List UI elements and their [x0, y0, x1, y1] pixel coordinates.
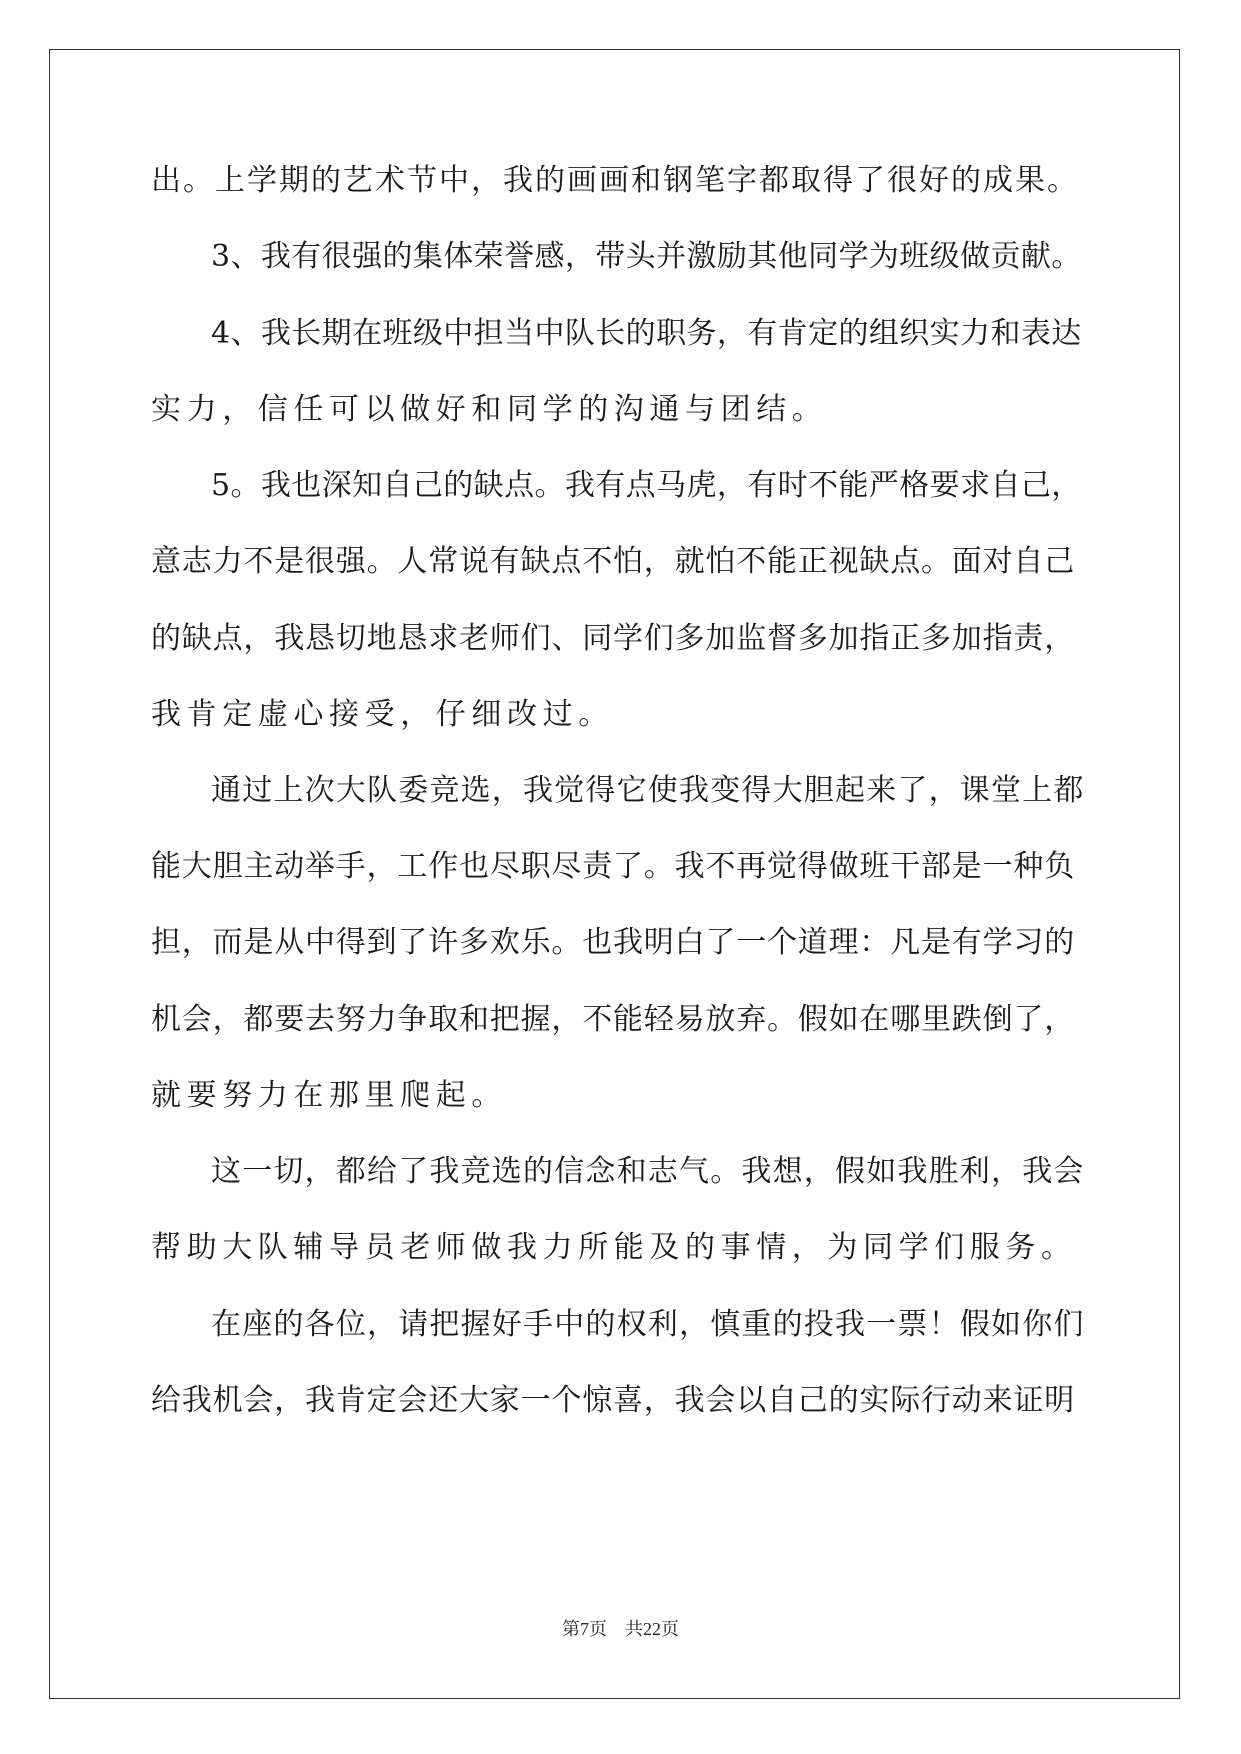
- total-pages-label: 共22页: [625, 1619, 679, 1639]
- text-line: 给我机会，我肯定会还大家一个惊喜，我会以自己的实际行动来证明: [151, 1383, 1075, 1418]
- text-line: 帮助大队辅导员老师做我力所能及的事情，为同学们服务。: [151, 1230, 1077, 1265]
- text-line: 5。我也深知自己的缺点。我有点马虎，有时不能严格要求自己，: [211, 468, 1082, 503]
- text-line: 能大胆主动举手，工作也尽职尽责了。我不再觉得做班干部是一种负: [151, 849, 1075, 884]
- text-line: 在座的各位，请把握好手中的权利，慎重的投我一票！假如你们: [211, 1307, 1085, 1342]
- text-line: 意志力不是很强。人常说有缺点不怕，就怕不能正视缺点。面对自己: [151, 544, 1075, 579]
- text-line: 担，而是从中得到了许多欢乐。也我明白了一个道理：凡是有学习的: [151, 925, 1075, 960]
- text-line: 这一切，都给了我竞选的信念和志气。我想，假如我胜利，我会: [211, 1154, 1085, 1189]
- text-line: 就要努力在那里爬起。: [151, 1078, 507, 1113]
- text-line: 实力，信任可以做好和同学的沟通与团结。: [151, 392, 828, 427]
- text-line: 通过上次大队委竞选，我觉得它使我变得大胆起来了，课堂上都: [211, 773, 1085, 808]
- text-line: 出。上学期的艺术节中，我的画画和钢笔字都取得了很好的成果。: [151, 163, 1079, 198]
- text-line: 3、我有很强的集体荣誉感，带头并激励其他同学为班级做贡献。: [211, 239, 1082, 274]
- page-footer: [0, 1618, 1241, 1640]
- text-line: 我肯定虚心接受，仔细改过。: [151, 697, 614, 732]
- text-line: 机会，都要去努力争取和把握，不能轻易放弃。假如在哪里跌倒了，: [151, 1002, 1075, 1037]
- text-line: 的缺点，我恳切地恳求老师们、同学们多加监督多加指正多加指责，: [151, 621, 1075, 656]
- text-line: 4、我长期在班级中担当中队长的职务，有肯定的组织实力和表达: [211, 316, 1082, 351]
- current-page-label: 第7页: [562, 1619, 607, 1639]
